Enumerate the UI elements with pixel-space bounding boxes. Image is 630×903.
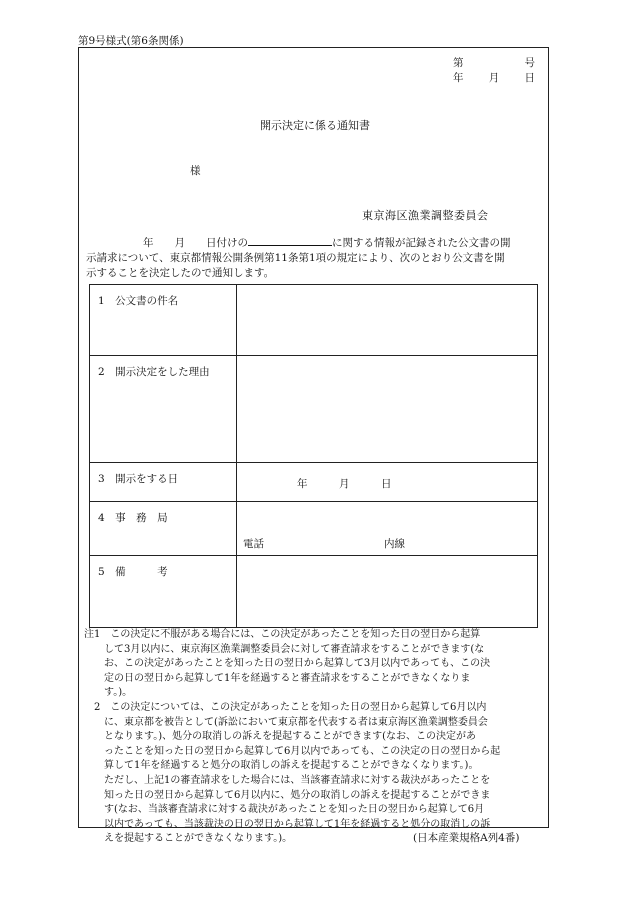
subject-blank [248, 236, 332, 246]
note-line: となります。)、処分の取消しの訴えを提起することができます(なお、この決定があ [84, 731, 477, 743]
note-line: 算して1年を経過すると処分の取消しの訴えを提起することができなくなります。)。 [84, 760, 479, 772]
item-value-cell [237, 463, 538, 502]
disclosure-items-table [89, 284, 538, 628]
number-suffix: 号 [524, 57, 535, 69]
note-line: 注1 この決定に不服がある場合には、この決定があったことを知った日の翌日から起算 [84, 629, 481, 640]
document-date-row [453, 70, 535, 85]
item-value-cell [237, 356, 538, 463]
note-line: 以内であっても、当該裁決の日の翌日から起算して1年を経過すると処分の取消しの訴 [84, 818, 491, 830]
note-line: して3月以内に、東京海区漁業調整委員会に対して審査請求をすることができます(な [84, 643, 485, 655]
note-line: す。)。 [84, 687, 133, 699]
item-label-cell [90, 285, 237, 356]
date-year: 年 [453, 72, 464, 84]
table-row [90, 285, 538, 356]
item-label: 1 公文書の件名 [98, 295, 179, 307]
intro-date-text: 年 月 日付けの [143, 237, 248, 249]
extension-label: 内線 [384, 538, 405, 550]
note-line: 定の日の翌日から起算して1年を経過すると審査請求をすることができなくなりま [84, 672, 471, 684]
item-label-cell [90, 556, 237, 628]
note-line: ったことを知った日の翌日から起算して6月以内であっても、この決定の日の翌日から起 [84, 745, 501, 757]
form-label: 第9号様式(第6条関係) [78, 35, 184, 47]
table-row [90, 356, 538, 463]
table-row [90, 463, 538, 502]
item-label-cell [90, 356, 237, 463]
item-value-cell [237, 556, 538, 628]
item-label: 3 開示をする日 [98, 473, 179, 485]
note-line: えを提起することができなくなります。)。 [84, 833, 293, 845]
addressee-honorific: 様 [190, 165, 201, 177]
document-number-row [453, 55, 535, 70]
intro-line-3: 示することを決定したので通知します。 [86, 267, 275, 279]
note-line: ただし、上記1の審査請求をした場合には、当該審査請求に対する裁決があったことを [84, 774, 491, 786]
number-prefix: 第 [453, 57, 464, 69]
intro-line-1 [86, 236, 546, 251]
item-label: 4 事 務 局 [98, 512, 168, 524]
note-line: お、この決定があったことを知った日の翌日から起算して3月以内であっても、この決 [84, 658, 491, 670]
item-label: 5 備 考 [98, 566, 168, 578]
document-title: 開示決定に係る通知書 [260, 119, 370, 132]
table-row [90, 556, 538, 628]
item-label-cell [90, 502, 237, 556]
issuer-name: 東京海区漁業調整委員会 [362, 209, 489, 222]
note-line: 2 この決定については、この決定があったことを知った日の翌日から起算して6月以内 [84, 701, 487, 713]
item-value-cell [237, 285, 538, 356]
table-row [90, 502, 538, 556]
note-line: に、東京都を被告として(訴訟において東京都を代表する者は東京海区漁業調整委員会 [84, 716, 488, 728]
disclosure-date-value: 年 月 日 [297, 478, 392, 490]
intro-paragraph [86, 236, 546, 281]
phone-label: 電話 [243, 538, 264, 550]
item-label: 2 開示決定をした理由 [98, 366, 210, 378]
paper-size-standard: (日本産業規格A列4番) [413, 832, 520, 844]
date-day: 日 [524, 72, 535, 84]
intro-line-1-rest: に関する情報が記録された公文書の開 [332, 237, 511, 249]
item-value-cell [237, 502, 538, 556]
notes-section [84, 628, 546, 847]
note-line: す(なお、当該審査請求に対する裁決があったことを知った日の翌日から起算して6月 [84, 804, 485, 816]
intro-line-2: 示請求について、東京都情報公開条例第11条第1項の規定により、次のとおり公文書を開 [86, 252, 505, 264]
note-line: 知った日の翌日から起算して6月以内に、処分の取消しの訴えを提起することができま [84, 789, 491, 801]
item-label-cell [90, 463, 237, 502]
date-month: 月 [488, 72, 500, 84]
